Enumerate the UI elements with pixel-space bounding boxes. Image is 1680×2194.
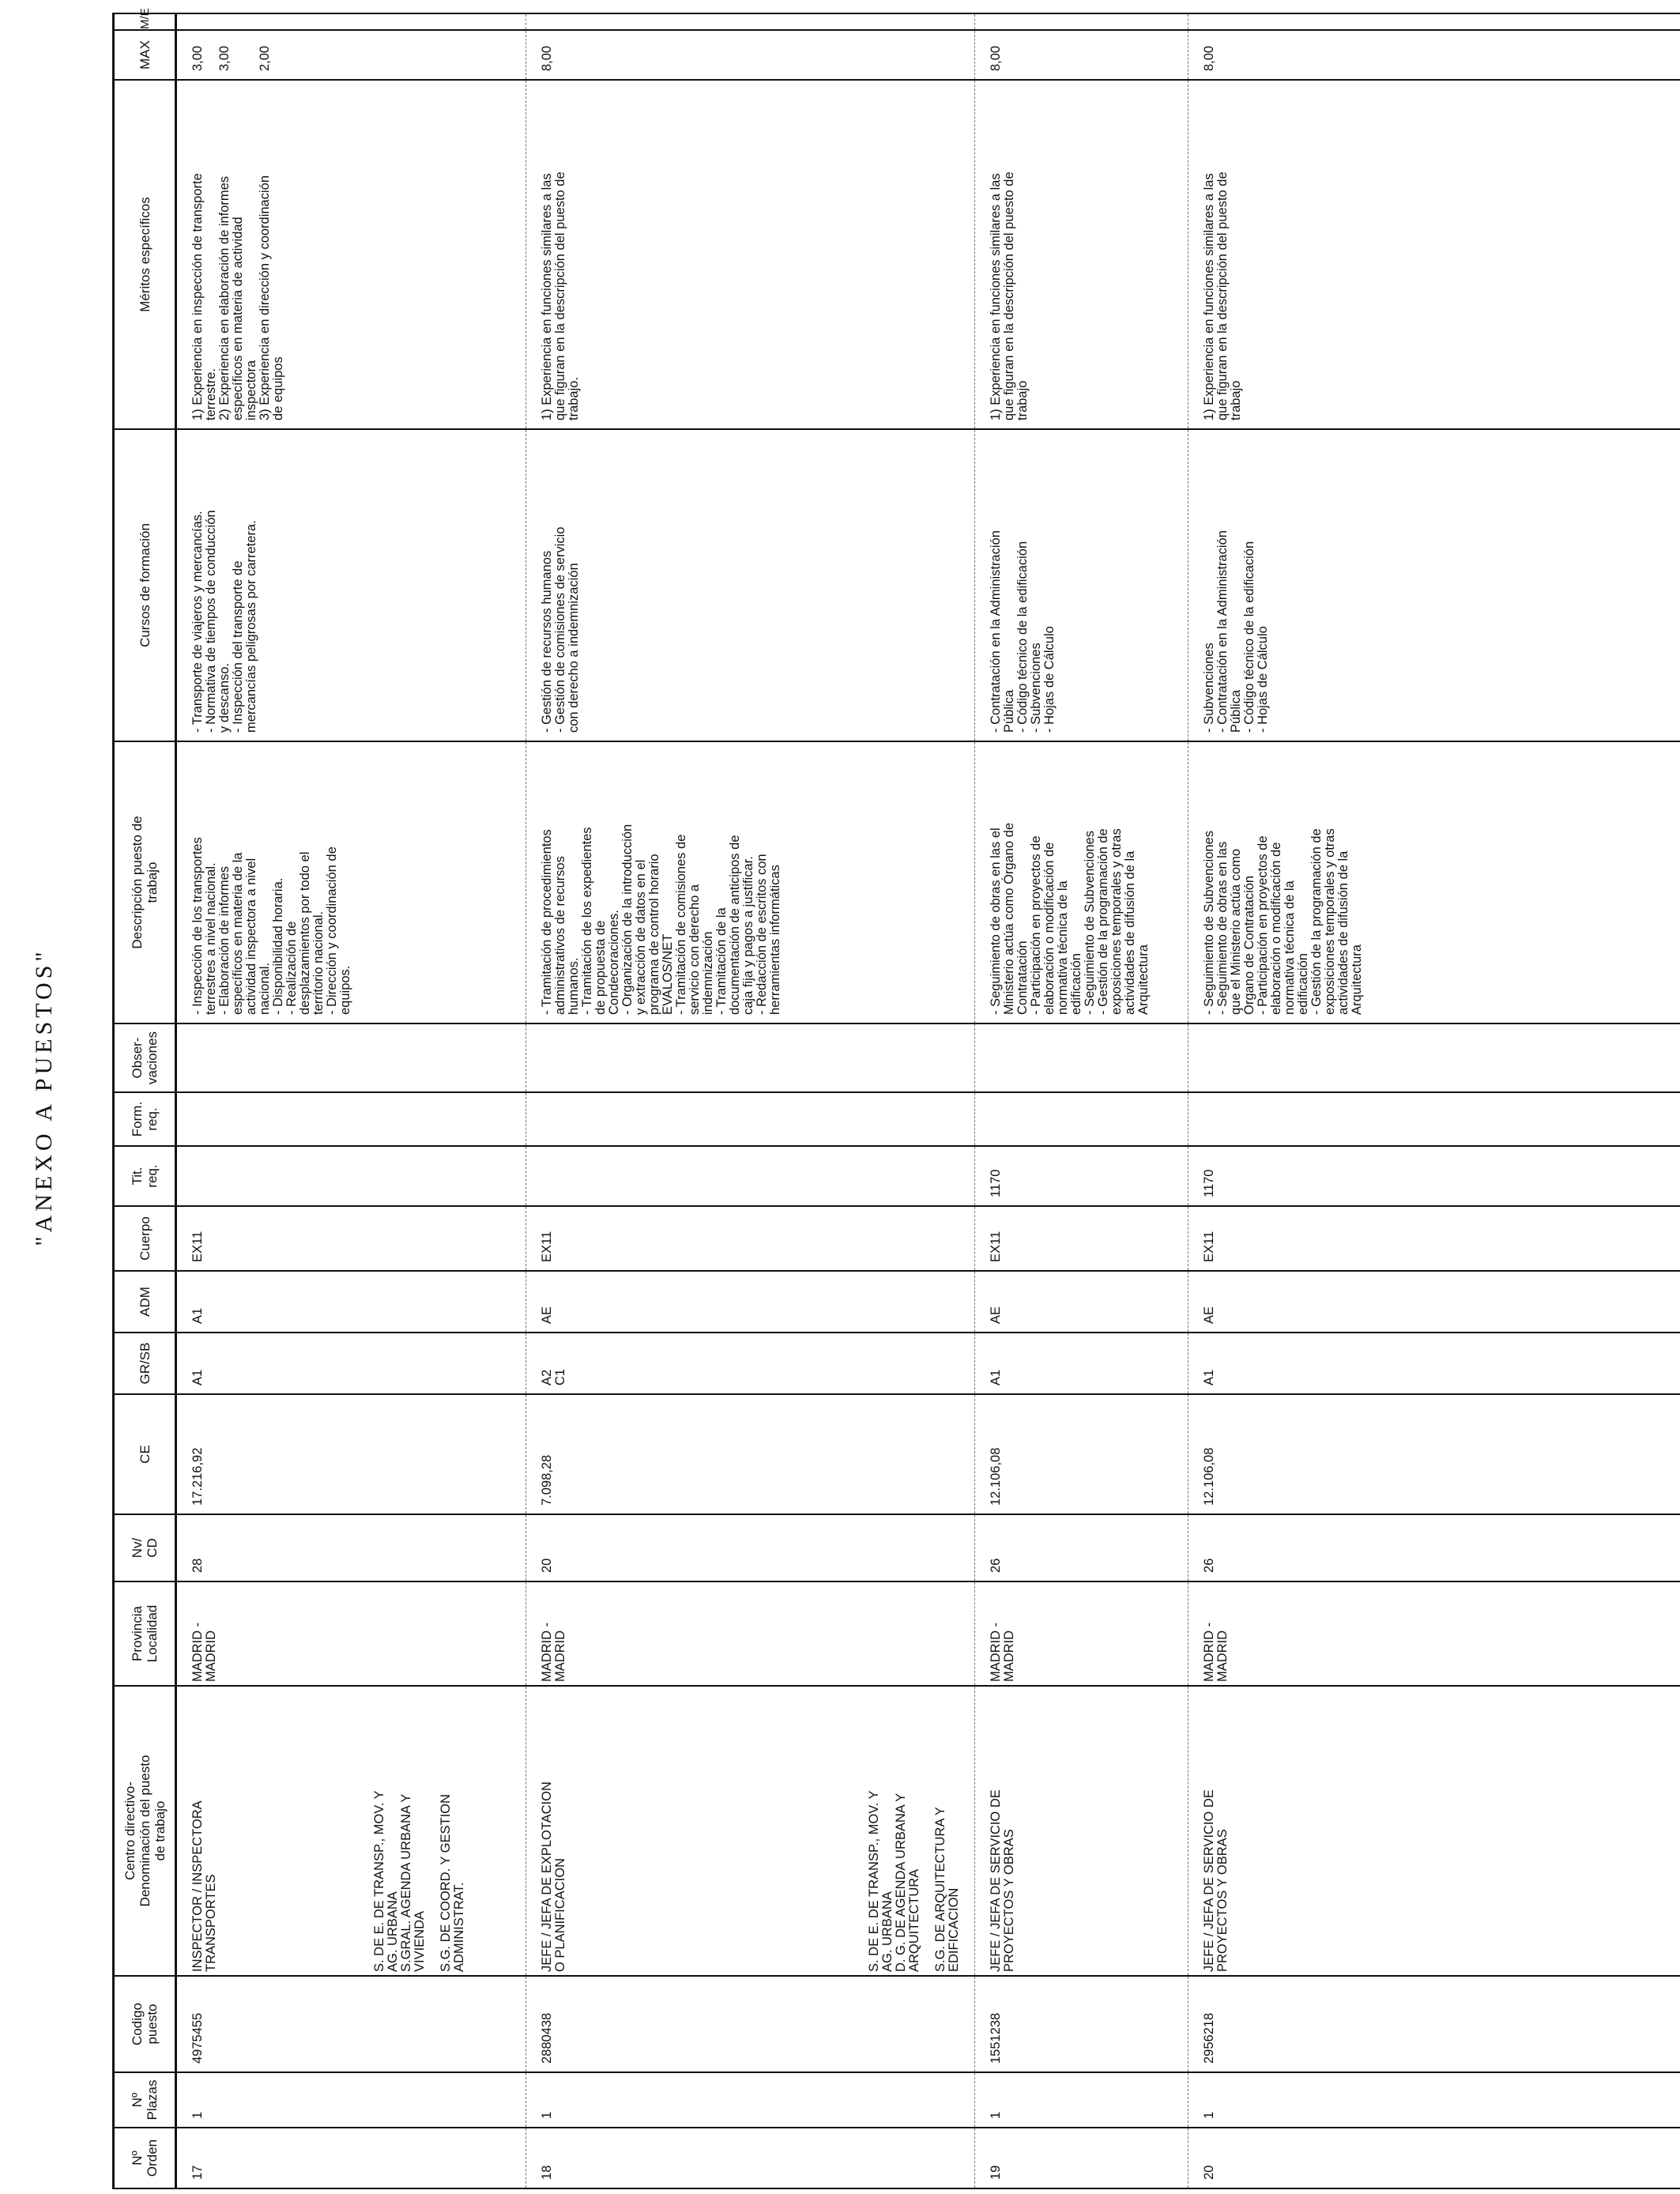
header-max: MAX	[114, 30, 176, 80]
cell-ce: 17.216,92	[176, 1394, 526, 1514]
cell-desc: - Tramitación de procedimientos administrativos de recursos humanos. - Tramitación de los expedientes de propuesta de Condecoraciones. - Organización de la introducción y extracción de datos en el programa de control horario EVALOS/NET - Tramitación de comisiones de servicio con derecho a indemnización - Tramitación de la documentación de anticipos de caja fija y pagos a justificar. - Redacción de escritos con herramientas informáticas	[526, 741, 975, 1023]
cell-adm: A1	[176, 1271, 526, 1333]
cell-provincia: MADRID - MADRID	[176, 1581, 526, 1686]
cell-codigo: 2956218	[1188, 1976, 1680, 2072]
cell-meritos: 1) Experiencia en funciones similares a las que figuran en la descripción del puesto de trabajo	[1188, 80, 1680, 429]
cell-cursos: - Gestión de recursos humanos - Gestión de comisiones de servicio con derecho a indemnización	[526, 429, 975, 741]
header-form: Form. req.	[114, 1092, 176, 1146]
denominacion: JEFE / JEFA DE SERVICIO DE PROYECTOS Y OBRAS	[1202, 1789, 1230, 1972]
cell-codigo: 2880438	[526, 1976, 975, 2072]
table-row	[526, 13, 975, 2188]
cell-cuerpo: EX11	[526, 1206, 975, 1271]
cell-me	[1188, 13, 1680, 30]
header-meritos: Méritos específicos	[114, 80, 176, 429]
cell-cursos: - Subvenciones - Contratación en la Administración Pública - Código técnico de la edificación - Hojas de Cálculo	[1188, 429, 1680, 741]
cell-ce: 12.106,08	[975, 1394, 1188, 1514]
cell-max: 8,00	[975, 30, 1188, 80]
cell-centro	[526, 1686, 975, 1976]
cell-plazas: 1	[176, 2072, 526, 2128]
header-grsb: GR/SB	[114, 1333, 176, 1394]
cell-tit	[526, 1146, 975, 1206]
cell-desc: - Seguimiento de Subvenciones - Seguimiento de obras en las que el Ministerio actúa como Órgano de Contratación - Participación en proyectos de elaboración o modificación de normativa técnica de la edificación - Gestión de la programación de exposiciones temporales y otras actividades de difusión de la Arquitectura	[1188, 741, 1680, 1023]
cell-obs	[176, 1023, 526, 1092]
cell-obs	[526, 1023, 975, 1092]
cell-form	[176, 1092, 526, 1146]
header-centro: Centro directivo- Denominación del puesto de trabajo	[114, 1686, 176, 1976]
cell-centro	[1188, 1686, 1680, 1976]
centro-directivo	[373, 1691, 466, 1972]
cell-cursos: - Contratación en la Administración Pública - Código técnico de la edificación - Subvenciones - Hojas de Cálculo	[975, 429, 1188, 741]
cell-plazas: 1	[975, 2072, 1188, 2128]
page-title: "ANEXO A PUESTOS"	[31, 948, 57, 1246]
cell-provincia: MADRID - MADRID	[1188, 1581, 1680, 1686]
cell-me	[526, 13, 975, 30]
header-plazas: Nº Plazas	[114, 2072, 176, 2128]
cell-cursos: - Transporte de viajeros y mercancías. - Normativa de tiempos de conducción y descanso. - Inspección del transporte de mercancías peligrosas por carretera.	[176, 429, 526, 741]
cell-provincia: MADRID - MADRID	[975, 1581, 1188, 1686]
cell-form	[526, 1092, 975, 1146]
dep-line: S. DE E. DE TRANSP., MOV. Y AG. URBANA	[867, 1790, 895, 1972]
cell-meritos: 1) Experiencia en funciones similares a las que figuran en la descripción del puesto de trabajo	[975, 80, 1188, 429]
cell-max: 8,00	[526, 30, 975, 80]
cell-grsb: A1	[1188, 1333, 1680, 1394]
header-nvcd: Nv/ CD	[114, 1514, 176, 1581]
cell-obs	[975, 1023, 1188, 1092]
table-row	[1188, 13, 1680, 2188]
header-obs: Obser- vaciones	[114, 1023, 176, 1092]
cell-adm: AE	[975, 1271, 1188, 1333]
denominacion: JEFE / JEFA DE EXPLOTACION O PLANIFICACION	[540, 1781, 567, 1972]
dep-line: S.G. DE COORD. Y GESTION ADMINISTRAT.	[439, 1794, 466, 1972]
cell-provincia: MADRID - MADRID	[526, 1581, 975, 1686]
table-row	[975, 13, 1188, 2188]
cell-tit: 1170	[975, 1146, 1188, 1206]
cell-ce: 7.098,28	[526, 1394, 975, 1514]
cell-orden: 18	[526, 2128, 975, 2188]
header-cuerpo: Cuerpo	[114, 1206, 176, 1271]
cell-meritos: 1) Experiencia en inspección de transporte terrestre. 2) Experiencia en elaboración de informes específicos en materia de actividad inspectora 3) Experiencia en dirección y coordinación de equipos	[176, 80, 526, 429]
header-codigo: Codigo puesto	[114, 1976, 176, 2072]
centro-directivo	[868, 1691, 961, 1972]
header-cursos: Cursos de formación	[114, 429, 176, 741]
cell-orden: 19	[975, 2128, 1188, 2188]
cell-grsb: A2 C1	[526, 1333, 975, 1394]
cell-codigo: 1551238	[975, 1976, 1188, 2072]
header-adm: ADM	[114, 1271, 176, 1333]
cell-plazas: 1	[526, 2072, 975, 2128]
cell-me	[176, 13, 526, 30]
cell-nvcd: 28	[176, 1514, 526, 1581]
cell-adm: AE	[526, 1271, 975, 1333]
cell-nvcd: 20	[526, 1514, 975, 1581]
header-provincia: Provincia Localidad	[114, 1581, 176, 1686]
cell-form	[1188, 1092, 1680, 1146]
puestos-table	[112, 8, 1680, 2189]
cell-desc: - Seguimiento de obras en las el Ministerio actúa como Órgano de Contratación - Participación en proyectos de elaboración o modificación de normativa técnica de la edificación - Seguimiento de Subvenciones - Gestión de la programación de exposiciones temporales y otras actividades de difusión de la Arquitectura	[975, 741, 1188, 1023]
cell-orden: 20	[1188, 2128, 1680, 2188]
cell-orden: 17	[176, 2128, 526, 2188]
denominacion: INSPECTOR / INSPECTORA TRANSPORTES	[190, 1800, 218, 1972]
header-me: M/E	[114, 13, 176, 30]
cell-ce: 12.106,08	[1188, 1394, 1680, 1514]
cell-codigo: 4975455	[176, 1976, 526, 2072]
cell-plazas: 1	[1188, 2072, 1680, 2128]
dep-line: S.GRAL. AGENDA URBANA Y VIVIENDA	[399, 1793, 427, 1972]
cell-max: 8,00	[1188, 30, 1680, 80]
cell-cuerpo: EX11	[1188, 1206, 1680, 1271]
header-ce: CE	[114, 1394, 176, 1514]
cell-meritos: 1) Experiencia en funciones similares a las que figuran en la descripción del puesto de trabajo.	[526, 80, 975, 429]
cell-form	[975, 1092, 1188, 1146]
denominacion: JEFE / JEFA DE SERVICIO DE PROYECTOS Y OBRAS	[989, 1789, 1016, 1972]
table-row	[176, 13, 526, 2188]
cell-nvcd: 26	[975, 1514, 1188, 1581]
header-desc: Descripción puesto de trabajo	[114, 741, 176, 1023]
header-tit: Tit. req.	[114, 1146, 176, 1206]
cell-desc: - Inspección de los transportes terrestres a nivel nacional. - Elaboración de informes específicos en materia de la actividad inspectora a nivel nacional. - Disponibilidad horaria. - Realización de desplazamientos por todo el territorio nacional. - Dirección y coordinación de equipos.	[176, 741, 526, 1023]
cell-centro	[975, 1686, 1188, 1976]
cell-obs	[1188, 1023, 1680, 1092]
cell-grsb: A1	[176, 1333, 526, 1394]
cell-cuerpo: EX11	[176, 1206, 526, 1271]
rotated-table-wrapper	[112, 8, 1674, 2189]
cell-nvcd: 26	[1188, 1514, 1680, 1581]
cell-tit	[176, 1146, 526, 1206]
cell-tit: 1170	[1188, 1146, 1680, 1206]
header-row	[114, 13, 176, 2188]
cell-me	[975, 13, 1188, 30]
cell-max: 3,00 3,00 2,00	[176, 30, 526, 80]
cell-adm: AE	[1188, 1271, 1680, 1333]
cell-grsb: A1	[975, 1333, 1188, 1394]
dep-line: S. DE E. DE TRANSP., MOV. Y AG. URBANA	[372, 1790, 400, 1972]
cell-cuerpo: EX11	[975, 1206, 1188, 1271]
dep-line: D. G. DE AGENDA URBANA Y ARQUITECTURA	[894, 1793, 921, 1972]
dep-line: S.G. DE ARQUITECTURA Y EDIFICACION	[933, 1807, 961, 1972]
cell-centro	[176, 1686, 526, 1976]
header-orden: Nº Orden	[114, 2128, 176, 2188]
